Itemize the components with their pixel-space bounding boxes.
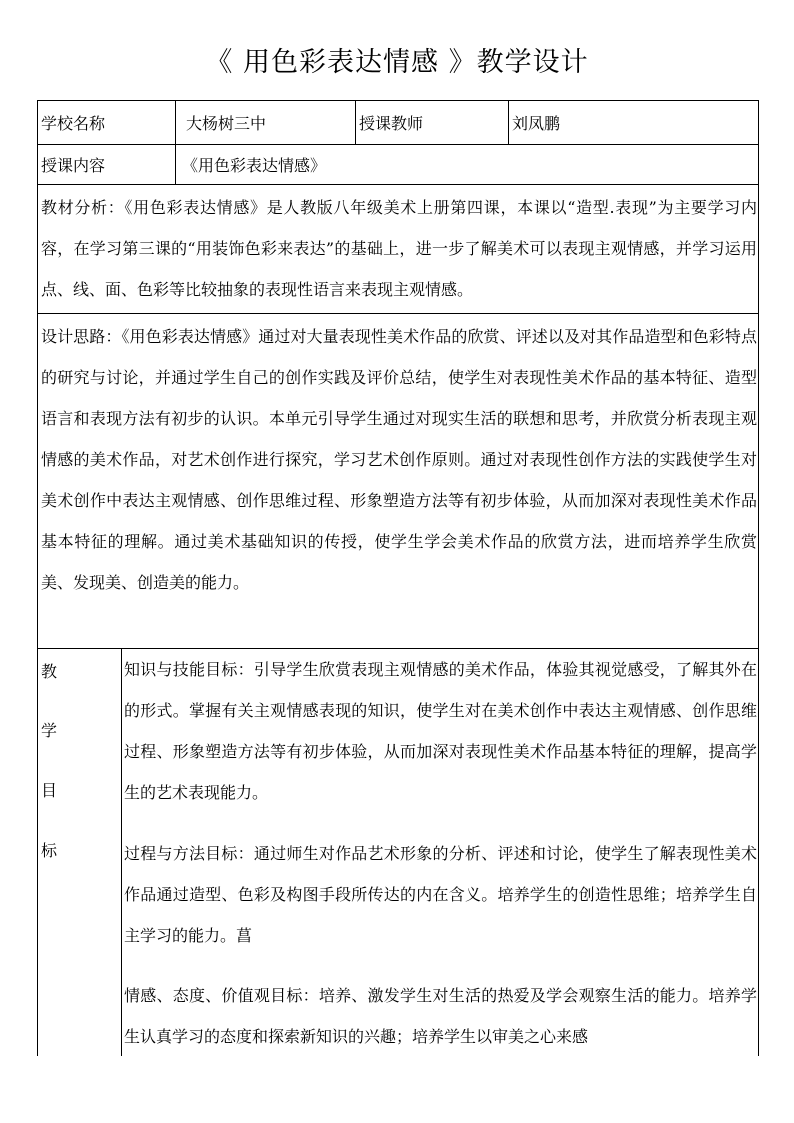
lesson-plan-table [37,100,759,1056]
analysis-row [38,185,758,314]
teacher-value: 刘凤鹏 [508,101,758,144]
school-value: 大杨树三中 [175,101,355,144]
goal-emotion-text: 情感、态度、价值观目标：培养、激发学生对生活的热爱及学会观察生活的能力。培养学生认真学习的态度和探索新知识的兴趣；培养学生以审美之心来感 [124,986,757,1046]
info-row-content [38,145,758,185]
goal-knowledge-text: 知识与技能目标：引导学生欣赏表现主观情感的美术作品，体验其视觉感受，了解其外在的形式。掌握有关主观情感表现的知识，使学生对在美术创作中表达主观情感、创作思维过程、形象塑造方法等有初步体验，从而加深对表现性美术作品基本特征的理解，提高学生的艺术表现能力。 [124,660,757,802]
design-row [38,314,758,649]
teacher-label: 授课教师 [355,101,508,144]
design-text: 设计思路：《用色彩表达情感》通过对大量表现性美术作品的欣赏、评述以及对其作品造型和色彩特点的研究与讨论，并通过学生自己的创作实践及评价总结，使学生对表现性美术作品的基本特征、造型语言和表现方法有初步的认识。本单元引导学生通过对现实生活的联想和思考，并欣赏分析表现主观情感的美术作品，对艺术创作进行探究，学习艺术创作原则。通过对表现性创作方法的实践使学生对美术创作中表达主观情感、创作思维过程、形象塑造方法等有初步体验，从而加深对表现性美术作品基本特征的理解。通过美术基础知识的传授，使学生学会美术作品的欣赏方法，进而培养学生欣赏美、发现美、创造美的能力。 [41,327,757,592]
analysis-text: 教材分析：《用色彩表达情感》是人教版八年级美术上册第四课，本课以“造型.表现”为主要学习内容，在学习第三课的“用装饰色彩来表达”的基础上，进一步了解美术可以表现主观情感，并学习运用点、线、面、色彩等比较抽象的表现性语言来表现主观情感。 [41,198,757,299]
goals-side-char: 标 [41,841,58,860]
info-row-school [38,101,758,145]
goals-divider [121,649,122,1056]
document-title: 《 用色彩表达情感 》教学设计 [205,47,589,78]
content-label: 授课内容 [41,156,106,175]
goals-side-char: 目 [41,781,58,800]
goals-side-char: 学 [41,721,58,740]
school-label: 学校名称 [41,114,106,133]
goals-section [38,649,758,1056]
goals-side-char: 教 [41,662,58,681]
content-value: 《用色彩表达情感》 [175,145,758,184]
goal-process-text: 过程与方法目标：通过师生对作品艺术形象的分析、评述和讨论，使学生了解表现性美术作品通过造型、色彩及构图手段所传达的内在含义。培养学生的创造性思维；培养学生自主学习的能力。菖 [124,844,757,945]
